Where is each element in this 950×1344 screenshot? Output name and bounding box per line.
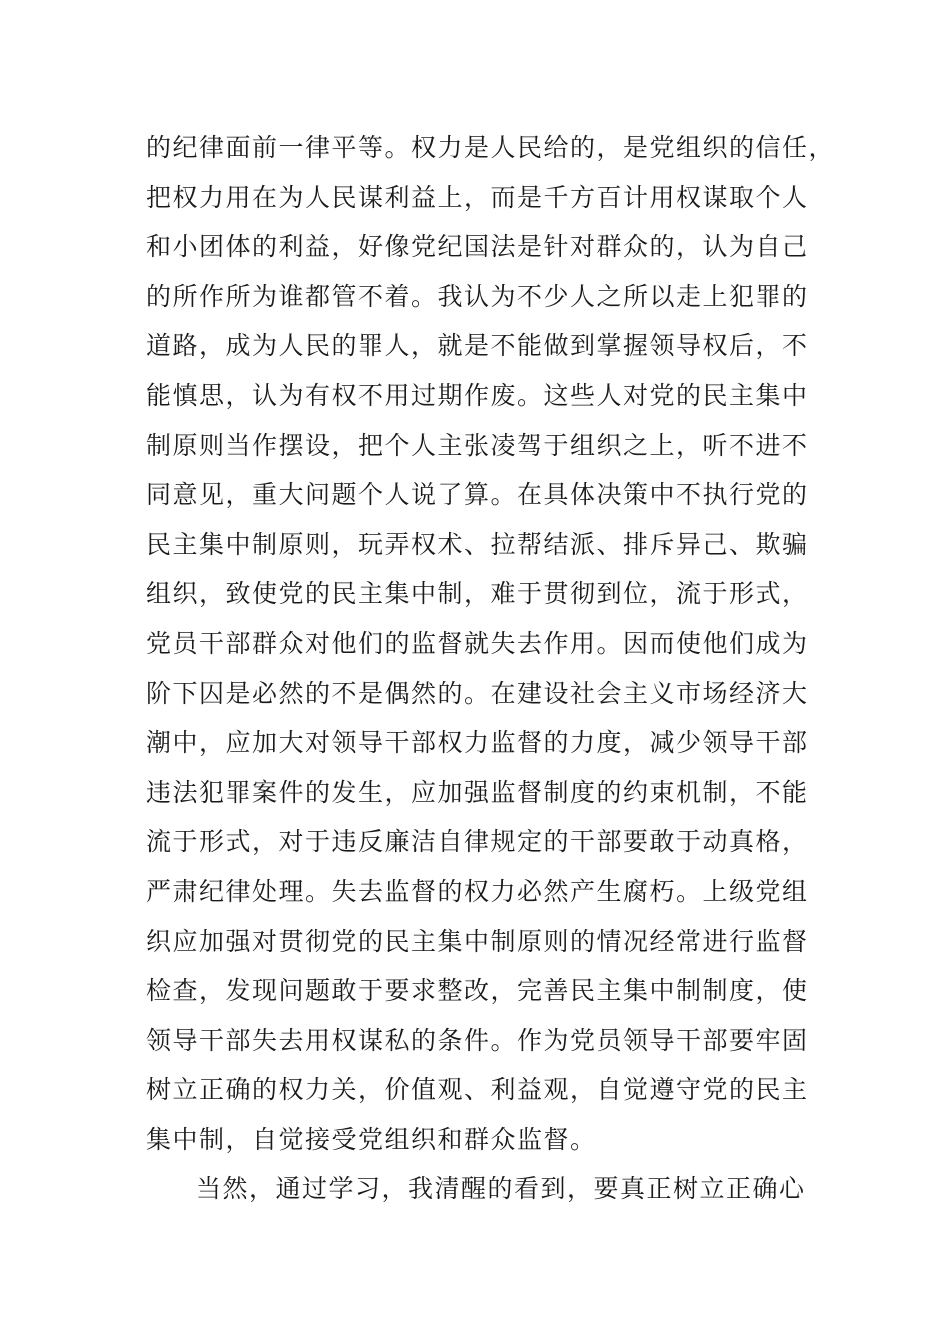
text-line: 组织，致使党的民主集中制，难于贯彻到位，流于形式， [146, 579, 809, 609]
text-line: 制原则当作摆设，把个人主张凌驾于组织之上，听不进不 [146, 430, 809, 460]
text-line: 集中制，自觉接受党组织和群众监督。 [146, 1124, 597, 1154]
text-line: 能慎思，认为有权不用过期作废。这些人对党的民主集中 [146, 380, 809, 410]
text-line: 党员干部群众对他们的监督就失去作用。因而使他们成为 [146, 628, 809, 658]
text-line: 流于形式，对于违反廉洁自律规定的干部要敢于动真格， [146, 827, 809, 857]
text-line: 违法犯罪案件的发生，应加强监督制度的约束机制，不能 [146, 777, 809, 807]
text-line: 道路，成为人民的罪人，就是不能做到掌握领导权后，不 [146, 331, 809, 361]
text-line: 树立正确的权力关，价值观、利益观，自觉遵守党的民主 [146, 1075, 809, 1105]
text-line: 阶下囚是必然的不是偶然的。在建设社会主义市场经济大 [146, 678, 809, 708]
text-line: 的纪律面前一律平等。权力是人民给的，是党组织的信任， [146, 133, 836, 162]
body-text [146, 123, 836, 1214]
text-line: 严肃纪律处理。失去监督的权力必然产生腐朽。上级党组 [146, 876, 809, 906]
text-line: 检查，发现问题敢于要求整改，完善民主集中制制度，使 [146, 976, 809, 1006]
text-line: 的所作所为谁都管不着。我认为不少人之所以走上犯罪的 [146, 281, 809, 311]
text-line: 织应加强对贯彻党的民主集中制原则的情况经常进行监督 [146, 926, 809, 956]
text-line: 同意见，重大问题个人说了算。在具体决策中不执行党的 [146, 480, 809, 510]
text-line: 和小团体的利益，好像党纪国法是针对群众的，认为自己 [146, 232, 809, 262]
text-line: 领导干部失去用权谋私的条件。作为党员领导干部要牢固 [146, 1025, 809, 1055]
text-line: 潮中，应加大对领导干部权力监督的力度，减少领导干部 [146, 728, 809, 758]
text-line: 民主集中制原则，玩弄权术、拉帮结派、排斥异己、欺骗 [146, 529, 809, 559]
text-line: 把权力用在为人民谋利益上，而是千方百计用权谋取个人 [146, 182, 809, 212]
paragraph-start-line: 当然，通过学习，我清醒的看到，要真正树立正确心 [196, 1174, 806, 1204]
